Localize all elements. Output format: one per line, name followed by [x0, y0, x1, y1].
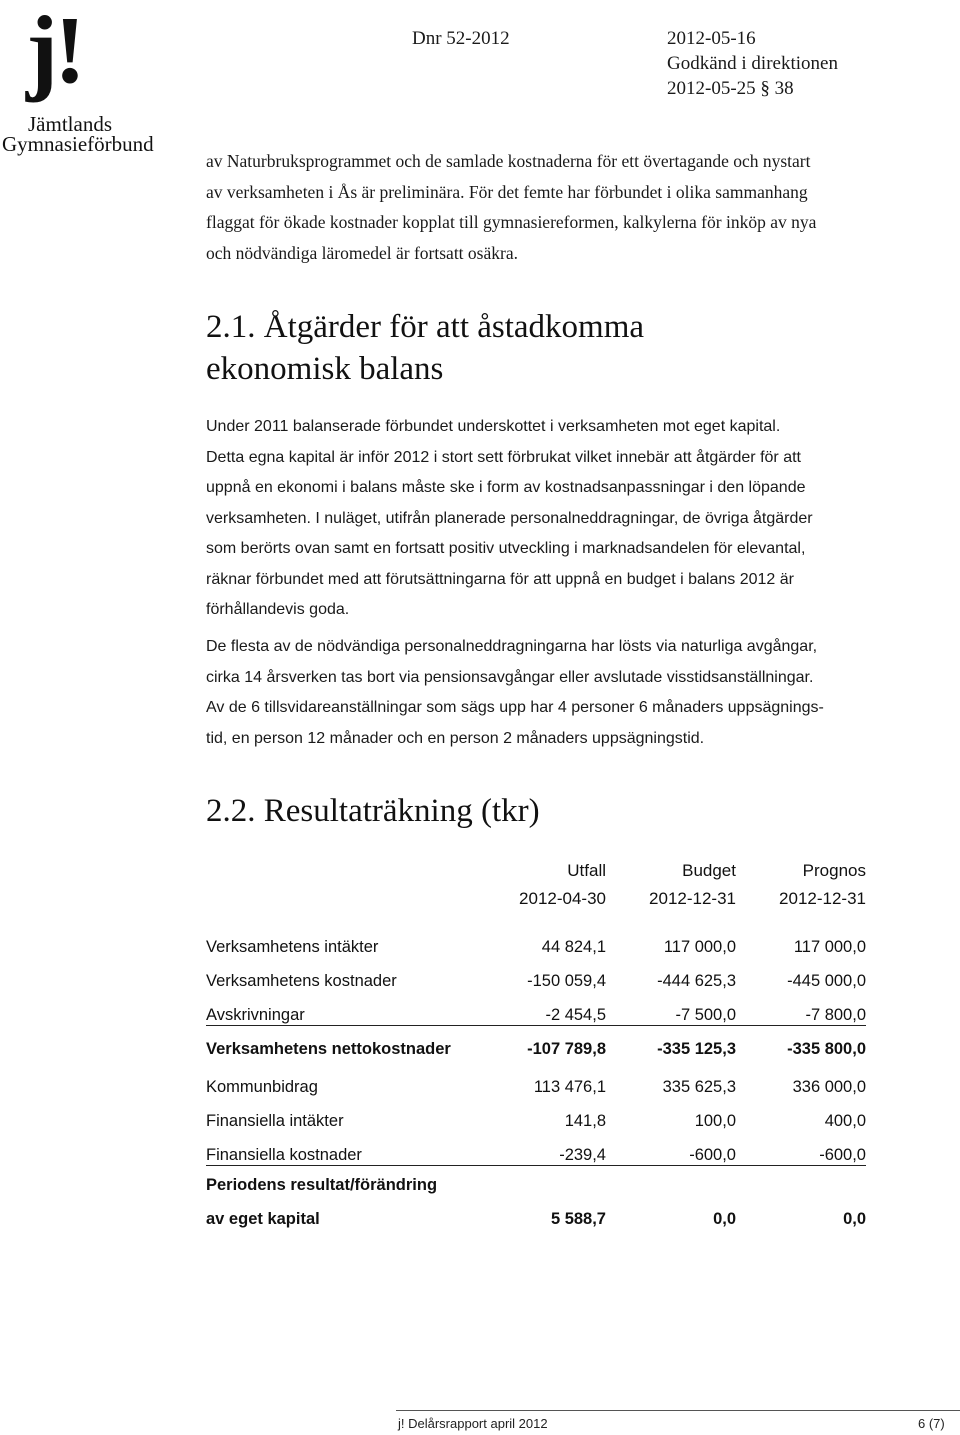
approval-note: Godkänd i direktionen: [667, 53, 838, 74]
logo-text-line2: Gymnasieförbund: [2, 132, 154, 156]
table-row-result-label: [206, 1165, 866, 1195]
text-line: Av de 6 tillsvidareanställningar som sägs upp har 4 personer 6 månaders uppsägnings-: [206, 699, 824, 716]
page-number: 6 (7): [918, 1416, 945, 1431]
row-label: Finansiella kostnader: [206, 1131, 496, 1165]
cell-budget: -444 625,3: [657, 972, 736, 990]
cell-budget: 0,0: [713, 1210, 736, 1228]
cell-prognos: 400,0: [824, 1112, 866, 1130]
cell-prognos: -600,0: [736, 1131, 866, 1165]
cell-prognos: -445 000,0: [787, 972, 866, 990]
cell-prognos: -7 800,0: [736, 991, 866, 1025]
cell-budget: 335 625,3: [662, 1078, 736, 1096]
header-cell-empty: [206, 881, 496, 911]
income-statement-table: [206, 851, 866, 1229]
logo-text-line1: Jämtlands: [28, 112, 112, 136]
section-heading-2-2: 2.2. Resultaträkning (tkr): [206, 793, 540, 829]
document-date: 2012-05-16: [667, 28, 756, 49]
cell-budget: -335 125,3: [657, 1040, 736, 1058]
text-line: av verksamheten i Ås är preliminära. För det femte har förbundet i olika sammanhang: [206, 181, 808, 202]
column-header-prognos: Prognos: [802, 861, 866, 880]
table-row: [206, 923, 866, 957]
row-label: Periodens resultat/förändring: [206, 1176, 438, 1194]
cell-prognos: 336 000,0: [792, 1078, 866, 1096]
column-header-utfall: Utfall: [567, 861, 606, 880]
table-header-row: [206, 851, 866, 881]
cell-budget: -7 500,0: [606, 991, 736, 1025]
text-line: tid, en person 12 månader och en person 2 månaders uppsägningstid.: [206, 729, 705, 747]
text-line: flaggat för ökade kostnader kopplat till gymnasiereformen, kalkylerna för inköp av nya: [206, 212, 817, 232]
text-line: av Naturbruksprogrammet och de samlade kostnaderna för ett övertagande och nystart: [206, 151, 811, 171]
column-date-prognos: 2012-12-31: [779, 889, 866, 908]
logo-mark: j!: [26, 0, 82, 103]
header-cell-empty: [206, 851, 496, 881]
cell-utfall: -2 454,5: [496, 991, 606, 1025]
intro-paragraph: [206, 146, 906, 268]
row-label: av eget kapital: [206, 1210, 320, 1228]
table-row-subtotal: [206, 1025, 866, 1059]
table-row: [206, 1131, 866, 1165]
cell-prognos: -335 800,0: [787, 1040, 866, 1058]
text-line: verksamheten. I nuläget, utifrån planerade personalneddragningar, de övriga åtgärder: [206, 509, 813, 527]
text-line: förhållandevis goda.: [206, 601, 350, 618]
cell-prognos: 117 000,0: [793, 938, 866, 956]
column-header-budget: Budget: [682, 861, 736, 880]
cell-utfall: -239,4: [496, 1131, 606, 1165]
row-label: Finansiella intäkter: [206, 1112, 344, 1130]
cell-budget: 117 000,0: [663, 938, 736, 956]
table-row: [206, 957, 866, 991]
cell-utfall: 5 588,7: [550, 1210, 606, 1228]
section-heading-2-1: [206, 306, 644, 390]
cell-prognos: 0,0: [843, 1210, 866, 1228]
table-row: [206, 991, 866, 1025]
cell-utfall: 113 476,1: [533, 1078, 606, 1096]
row-label: Verksamhetens kostnader: [206, 972, 397, 990]
text-line: och nödvändiga läromedel är fortsatt osäkra.: [206, 242, 518, 263]
text-line: Detta egna kapital är inför 2012 i stort sett förbrukat vilket innebär att åtgärder för att: [206, 448, 801, 466]
heading-line: ekonomisk balans: [206, 351, 444, 387]
text-line: cirka 14 årsverken tas bort via pensionsavgångar eller avslutade visstidsanställningar.: [206, 668, 814, 686]
cell-utfall: 44 824,1: [541, 938, 606, 956]
table-header-date-row: [206, 881, 866, 911]
row-label: Kommunbidrag: [206, 1078, 318, 1096]
cell-budget: 100,0: [694, 1112, 736, 1130]
text-line: De flesta av de nödvändiga personalneddragningarna har lösts via naturliga avgångar,: [206, 638, 818, 655]
heading-line: 2.1. Åtgärder för att åstadkomma: [206, 309, 645, 345]
table-row-result: [206, 1195, 866, 1229]
cell-utfall: 141,8: [564, 1112, 606, 1130]
text-line: som berörts ovan samt en fortsatt positiv utveckling i marknadsandelen för elevantal,: [206, 540, 806, 557]
row-label: Verksamhetens intäkter: [206, 938, 379, 956]
cell-budget: -600,0: [606, 1131, 736, 1165]
cell-utfall: -107 789,8: [527, 1040, 606, 1058]
column-date-budget: 2012-12-31: [649, 889, 736, 908]
footer-divider: [396, 1410, 960, 1411]
document-number: Dnr 52-2012: [412, 28, 510, 49]
row-label: Avskrivningar: [206, 991, 496, 1025]
text-line: uppnå en ekonomi i balans måste ske i form av kostnadsanpassningar i den löpande: [206, 479, 806, 496]
text-line: räknar förbundet med att förutsättningarna för att uppnå en budget i balans 2012 är: [206, 570, 794, 588]
organization-logo: [0, 0, 154, 160]
column-date-utfall: 2012-04-30: [519, 889, 606, 908]
footer-title: j! Delårsrapport april 2012: [398, 1416, 548, 1431]
table-row: [206, 1059, 866, 1097]
text-line: Under 2011 balanserade förbundet underskottet i verksamheten mot eget kapital.: [206, 418, 781, 435]
row-label: Verksamhetens nettokostnader: [206, 1040, 451, 1058]
table-row: [206, 1097, 866, 1131]
approval-reference: 2012-05-25 § 38: [667, 78, 794, 99]
section-2-1-paragraph-1: [206, 412, 906, 626]
section-2-1-paragraph-2: [206, 632, 906, 754]
cell-utfall: -150 059,4: [527, 972, 606, 990]
